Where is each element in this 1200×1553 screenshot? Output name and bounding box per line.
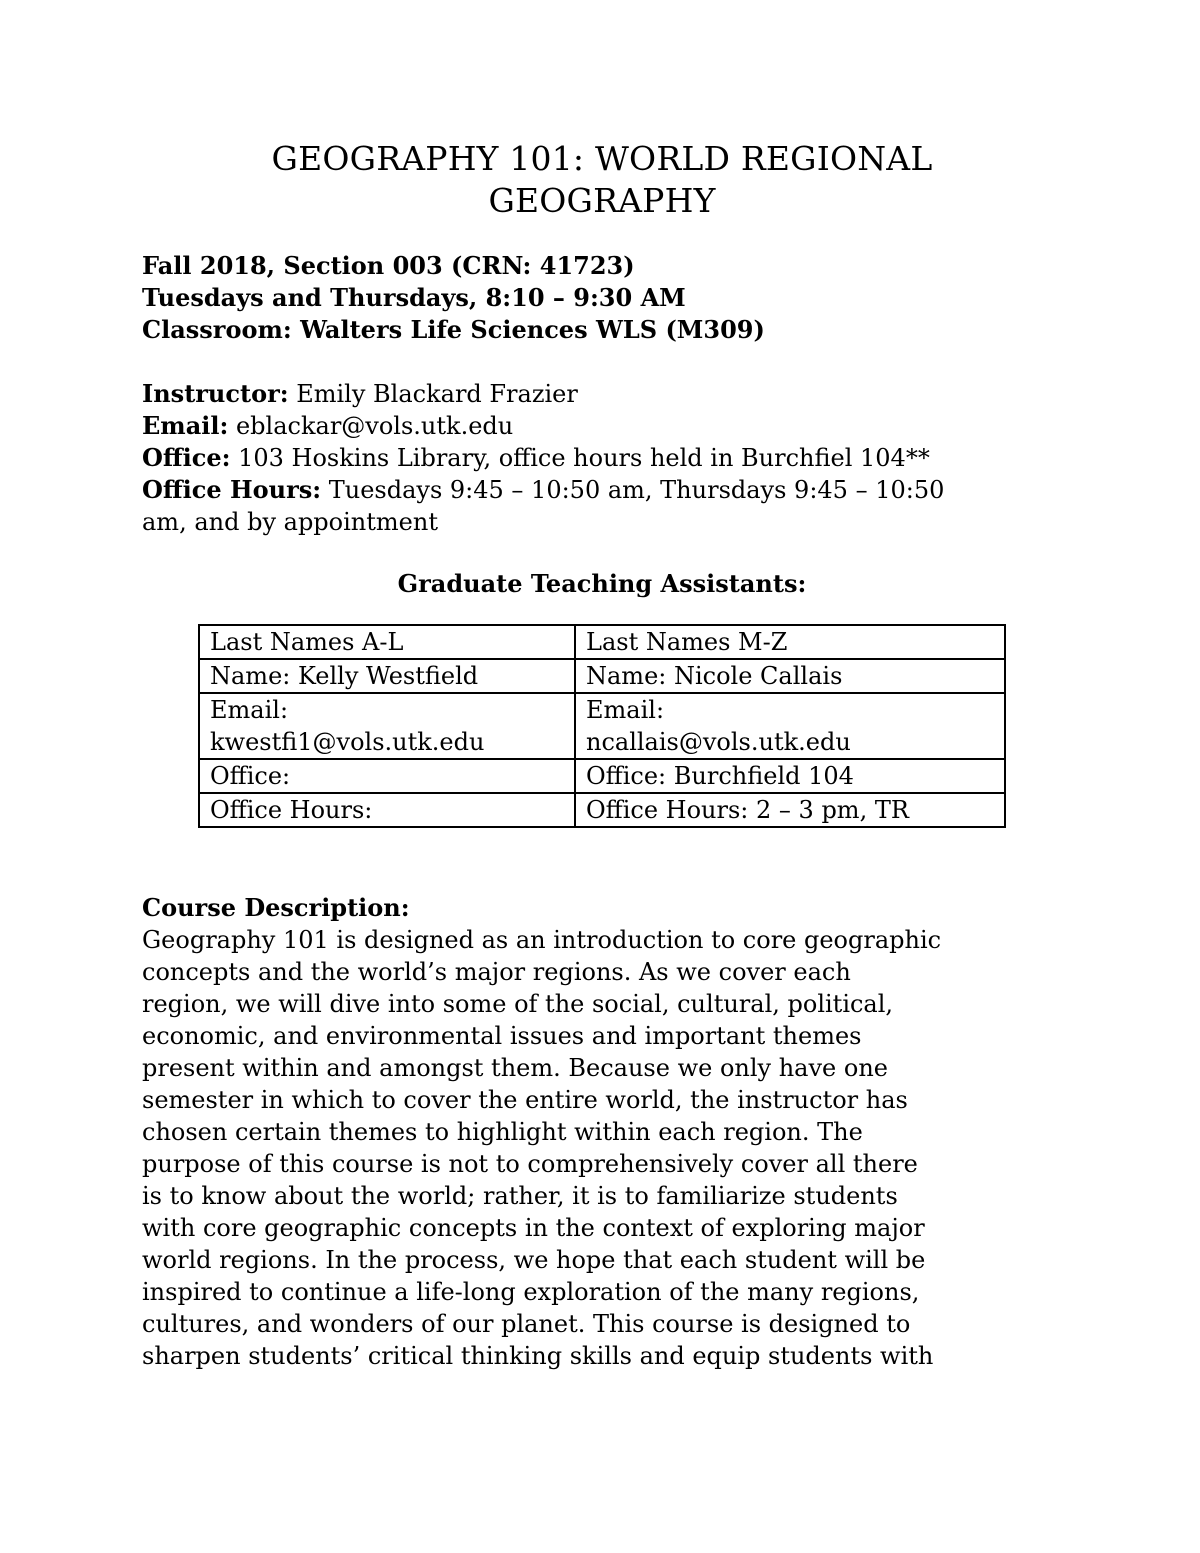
gta-cell bbox=[575, 693, 1005, 759]
description-line: purpose of this course is not to comprehensively cover all there bbox=[142, 1150, 918, 1178]
description-line: with core geographic concepts in the context of exploring major bbox=[142, 1214, 925, 1242]
instructor-name-label: Instructor: bbox=[142, 379, 289, 408]
description-line: present within and amongst them. Because we only have one bbox=[142, 1054, 888, 1082]
description-line: chosen certain themes to highlight within each region. The bbox=[142, 1118, 863, 1146]
description-line: economic, and environmental issues and important themes bbox=[142, 1022, 862, 1050]
instructor-name: Emily Blackard Frazier bbox=[288, 380, 578, 408]
course-description-heading: Course Description: bbox=[142, 893, 410, 922]
gta-email: kwestfi1@vols.utk.edu bbox=[210, 728, 485, 756]
table-row bbox=[199, 759, 1005, 793]
description-line: world regions. In the process, we hope that each student will be bbox=[142, 1246, 926, 1274]
instructor-email-line bbox=[142, 410, 1062, 442]
description-line: Geography 101 is designed as an introduction to core geographic bbox=[142, 926, 942, 954]
gta-cell: Office: bbox=[199, 759, 575, 793]
description-line: region, we will dive into some of the social, cultural, political, bbox=[142, 990, 894, 1018]
title-line-2: GEOGRAPHY bbox=[488, 181, 716, 220]
description-line: cultures, and wonders of our planet. This course is designed to bbox=[142, 1310, 911, 1338]
gta-cell bbox=[199, 693, 575, 759]
description-line: concepts and the world’s major regions. As we cover each bbox=[142, 958, 851, 986]
course-classroom: Classroom: Walters Life Sciences WLS (M309) bbox=[142, 315, 765, 344]
gta-cell: Name: Kelly Westfield bbox=[199, 659, 575, 693]
description-line: inspired to continue a life-long exploration of the many regions, bbox=[142, 1278, 920, 1306]
gta-cell: Name: Nicole Callais bbox=[575, 659, 1005, 693]
gta-heading: Graduate Teaching Assistants: bbox=[397, 569, 807, 598]
gta-cell: Last Names M-Z bbox=[575, 625, 1005, 659]
table-row bbox=[199, 693, 1005, 759]
table-row bbox=[199, 659, 1005, 693]
gta-table bbox=[198, 624, 1006, 828]
description-line: semester in which to cover the entire world, the instructor has bbox=[142, 1086, 908, 1114]
gta-cell: Last Names A-L bbox=[199, 625, 575, 659]
gta-cell: Office: Burchfield 104 bbox=[575, 759, 1005, 793]
instructor-office: 103 Hoskins Library, office hours held in Burchfiel 104** bbox=[230, 444, 930, 472]
gta-cell: Office Hours: bbox=[199, 793, 575, 827]
instructor-email-label: Email: bbox=[142, 411, 229, 440]
course-info bbox=[142, 250, 1062, 346]
document-title bbox=[142, 138, 1062, 222]
course-schedule: Tuesdays and Thursdays, 8:10 – 9:30 AM bbox=[142, 283, 686, 312]
gta-cell: Office Hours: 2 – 3 pm, TR bbox=[575, 793, 1005, 827]
instructor-hours-label: Office Hours: bbox=[142, 475, 322, 504]
gta-email-label: Email: bbox=[586, 696, 665, 724]
description-line: sharpen students’ critical thinking skills and equip students with bbox=[142, 1342, 934, 1370]
title-line-1: GEOGRAPHY 101: WORLD REGIONAL bbox=[271, 139, 933, 178]
instructor-hours: Tuesdays 9:45 – 10:50 am, Thursdays 9:45 – 10:50 bbox=[321, 476, 945, 504]
table-row bbox=[199, 625, 1005, 659]
instructor-office-label: Office: bbox=[142, 443, 231, 472]
instructor-email: eblackar@vols.utk.edu bbox=[228, 412, 514, 440]
instructor-hours-line-2: am, and by appointment bbox=[142, 508, 438, 536]
table-row bbox=[199, 793, 1005, 827]
instructor-office-line bbox=[142, 442, 1062, 474]
instructor-info bbox=[142, 378, 1062, 538]
course-term: Fall 2018, Section 003 (CRN: 41723) bbox=[142, 251, 635, 280]
course-description-body bbox=[142, 924, 1062, 1372]
instructor-hours-line bbox=[142, 474, 1062, 506]
gta-email-label: Email: bbox=[210, 696, 289, 724]
syllabus-page bbox=[142, 138, 1062, 1372]
description-line: is to know about the world; rather, it is to familiarize students bbox=[142, 1182, 898, 1210]
instructor-name-line bbox=[142, 378, 1062, 410]
gta-email: ncallais@vols.utk.edu bbox=[586, 728, 851, 756]
